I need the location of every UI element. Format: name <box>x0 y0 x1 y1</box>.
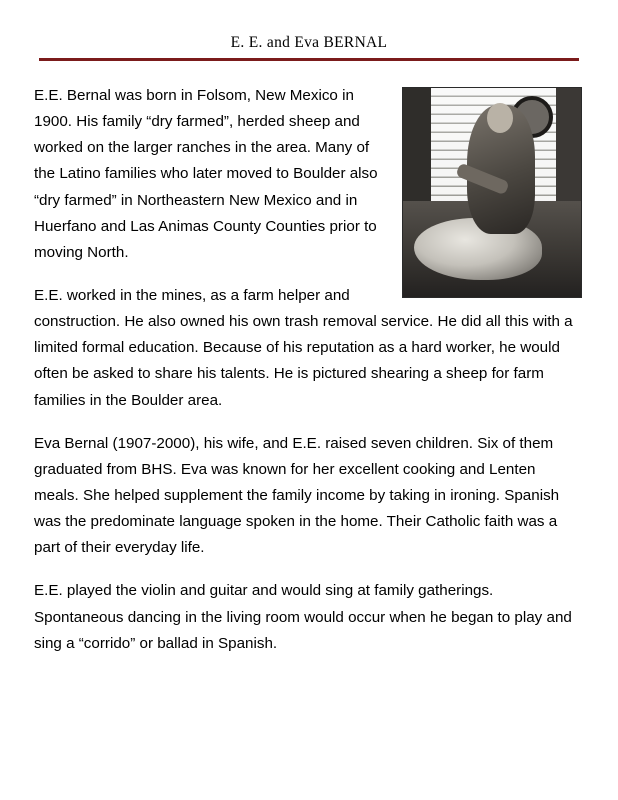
page-title: E. E. and Eva BERNAL <box>230 34 388 51</box>
paragraph-2: E.E. worked in the mines, as a farm helper and construction. He also owned his own trash removal service. He did all this with a limited formal education. Because of his reputation as a hard worker, he would often be asked to share his talents. He is pictured shearing a sheep for farm families in the Boulder area. <box>34 286 573 409</box>
paragraph-3: Eva Bernal (1907-2000), his wife, and E.E. raised seven children. Six of them graduated from BHS. Eva was known for her excellent cooking and Lenten meals. She helped supplement the family income by taking in ironing. Spanish was the predominate language spoken in the home. Their Catholic faith was a part of their everyday life. <box>34 434 560 557</box>
photo-dark-left-edge <box>403 88 431 218</box>
paragraph-4: E.E. played the violin and guitar and would sing at family gatherings. Spontaneous dancing in the living room would occur when he began to play and sing a “corrido” or ballad in Spanish. <box>34 582 572 652</box>
photo-dark-right-edge <box>556 88 581 209</box>
photo-man-head <box>487 103 513 133</box>
paragraph-1: E.E. Bernal was born in Folsom, New Mexico in 1900. His family “dry farmed”, herded sheep and worked on the larger ranches in the area. Many of the Latino families who later moved to Boulder also “dry farmed” in Northeastern New Mexico and in Huerfano and Las Animas County Counties prior to moving North. <box>34 87 378 261</box>
historical-photo <box>402 87 582 298</box>
document-body <box>0 61 618 657</box>
